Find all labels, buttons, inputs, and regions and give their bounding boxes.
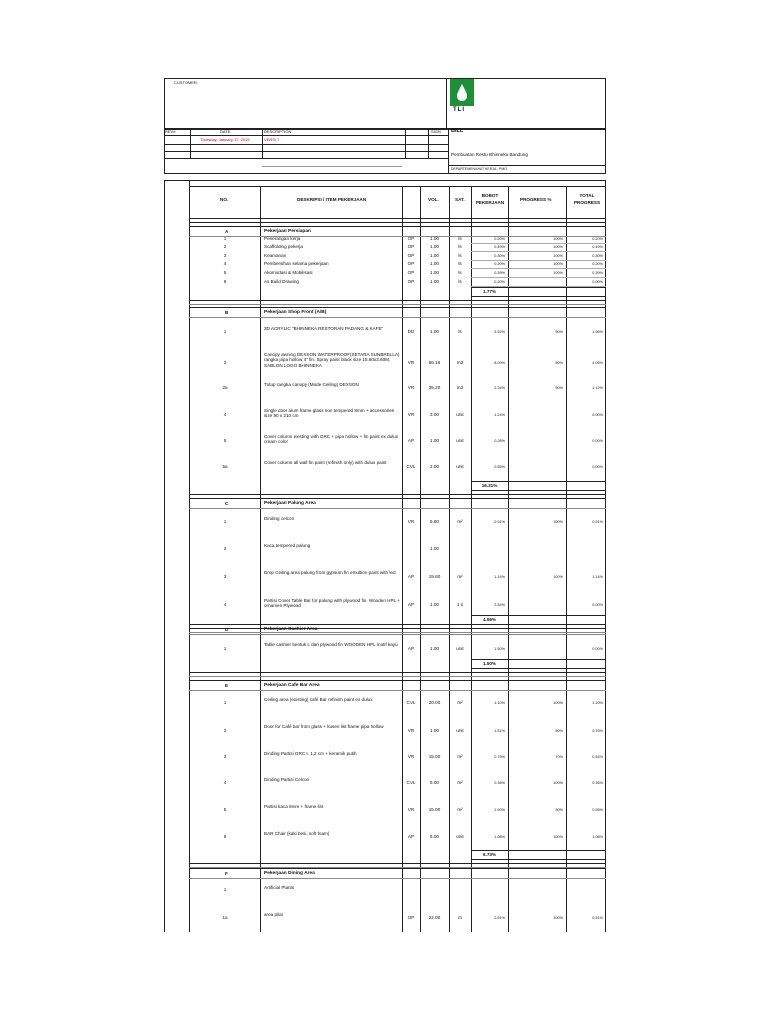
item-no: 6 [223,279,227,284]
item-no: 1 [223,236,227,241]
col-progress-header: PROGRESS % [520,197,552,202]
item-total-progress: 0.54% [592,754,603,759]
item-no: 5 [223,438,227,443]
section-subtotal: 1.77% [482,289,497,294]
item-progress: 100% [553,236,563,241]
section-code: C [225,501,229,506]
item-total-progress: 0.00% [592,646,603,651]
item-progress: 50% [555,807,563,812]
item-unit: m² [457,780,463,785]
item-total-progress: 0.00% [592,412,603,417]
item-bobot: 0.36% [494,780,505,785]
item-description: Ceiling area (existing) café Bar refinish paint ex dulux [264,697,373,702]
section-code: F [225,871,228,876]
item-unit-code: VR [407,412,415,417]
item-total-progress: 0.00% [592,279,603,284]
item-no: 5 [223,807,227,812]
item-progress: 100% [553,700,563,705]
item-total-progress: 0.49% [592,244,603,249]
item-unit-code: OP [407,236,415,241]
item-unit-code: OP [407,261,415,266]
item-progress: 100% [553,519,563,524]
item-bobot: 0.20% [494,261,505,266]
section-subtotal: 6.73% [482,852,497,857]
item-total-progress: 0.39% [592,270,603,275]
item-progress: 100% [553,574,563,579]
item-unit-code: CVL [406,464,416,469]
date-label: DATE [220,129,231,134]
item-unit-code: OP [407,279,415,284]
item-volume: 3.00 [430,412,439,417]
item-bobot: 0.49% [494,244,505,249]
item-bobot: 0.39% [494,270,505,275]
item-total-progress: 1.08% [592,834,603,839]
item-total-progress: 0.36% [592,780,603,785]
customer-label: CUSTOMER: [174,80,198,85]
item-description: Dinding celcon [264,516,295,521]
item-volume: 1.00 [430,329,439,334]
item-unit-code: VR [407,807,415,812]
item-unit-code: AP [407,602,415,607]
item-total-progress: 0.76% [592,728,603,733]
item-unit-code: AP [407,438,415,443]
item-no: 4 [223,602,227,607]
description-value: VERSI 7 [264,137,280,142]
item-volume: 1.00 [430,728,439,733]
item-volume: 1.00 [430,646,439,651]
item-total-progress: 0.30% [592,253,603,258]
section-title: Pekerjaan Cashier Area [264,627,318,632]
item-volume: 1.00 [430,279,439,284]
item-description: Kaca tempered palung [264,543,311,548]
item-unit: m² [457,519,463,524]
logo-text: TLI [453,107,465,113]
item-unit: ls [458,253,462,258]
item-unit: ls [458,270,462,275]
item-total-progress: 0.91% [592,519,603,524]
item-description: Cover column all wall fin paint (refinish only) with dulux paint [264,460,387,465]
item-volume: 1.00 [430,261,439,266]
item-bobot: 0.55% [494,464,505,469]
item-unit: ls [458,244,462,249]
item-no: 3 [223,574,227,579]
item-unit-code: OP [407,270,415,275]
item-description: Keamanan [264,253,287,258]
item-unit: m² [457,700,463,705]
section-subtotal: 1.50% [482,661,497,666]
item-total-progress: 1.96% [592,329,603,334]
item-bobot: 0.51% [494,915,505,920]
item-volume: 15.00 [428,754,441,759]
item-unit: unit [456,728,464,733]
sign-label: SIGN [431,129,441,134]
item-volume: 19.80 [428,574,441,579]
item-progress: 100% [553,261,563,266]
item-bobot: 1.14% [494,574,505,579]
item-no: 4 [223,261,227,266]
item-progress: 50% [555,728,563,733]
col-sat-header: SAT. [455,197,465,202]
item-unit: ls [458,279,462,284]
col-vol-header: VOL. [428,197,439,202]
item-unit: m [458,915,462,920]
item-volume: 1.00 [430,236,439,241]
item-no: 6 [223,834,227,839]
item-description: Scaffolding pekerja [264,244,303,249]
item-unit-code: VR [407,385,415,390]
item-description: Pembersihan selama pekerjaan [264,261,329,266]
item-no: 1a [222,915,228,920]
item-total-progress: 4.05% [592,360,603,365]
item-progress: 50% [555,360,563,365]
item-volume: 1.00 [430,253,439,258]
section-title: Pekerjaan Shop Front (A/B) [264,310,327,315]
item-total-progress: 1.12% [592,385,603,390]
project-title: Pembuatan Resto Bhinneka Bandung [451,152,528,157]
item-description: Partisi kaca 8mm + frame list [264,804,324,809]
item-description: Tutup rangka canopy (Mode Ceiling) DEXSON [264,382,359,387]
item-no: 1 [223,329,227,334]
item-progress: 100% [553,834,563,839]
item-total-progress: 1.10% [592,700,603,705]
section-code: E [225,683,229,688]
item-no: 4 [223,412,227,417]
item-unit: ls [458,236,462,241]
item-total-progress: 0.00% [592,464,603,469]
item-volume: 6.00 [430,834,439,839]
item-progress: 100% [553,244,563,249]
item-progress: 70% [555,754,563,759]
item-unit: ls [458,261,462,266]
item-volume: 1.00 [430,270,439,275]
item-description: Door for Café bar from glass + kusen list frame pipa hollow [264,724,384,729]
item-description: Dinding Partisi Celcon [264,777,310,782]
item-volume: 2.00 [430,464,439,469]
item-unit: unit [456,646,464,651]
item-bobot: 0.91% [494,519,505,524]
item-no: 2 [223,546,227,551]
item-volume: 1.00 [430,244,439,249]
section-title: Pekerjaan Dining Area [264,871,315,876]
item-unit: ls [458,329,462,334]
item-volume: 20.00 [428,700,441,705]
item-total-progress: 0.00% [592,602,603,607]
item-progress: 100% [553,270,563,275]
item-no: 2a [222,385,228,390]
item-description: area pilar [264,912,284,917]
item-progress: 100% [553,780,563,785]
section-title: Pekerjaan Palung Area [264,501,316,506]
item-bobot: 1.51% [494,728,505,733]
item-no: 2 [223,360,227,365]
item-volume: 22.00 [428,915,441,920]
section-code: B [225,310,229,315]
item-total-progress: 0.95% [592,807,603,812]
item-bobot: 1.24% [494,412,505,417]
col-total-header: TOTAL PROGRESS [573,193,601,205]
item-unit-code: CVL [406,780,416,785]
item-unit-code: VR [407,360,415,365]
description-label: DESCRIPTION [264,129,292,134]
item-progress: 100% [553,915,563,920]
item-unit-code: CVL [406,700,416,705]
item-unit: m² [457,574,463,579]
item-description: Drop Ceiling area palung from gypsum fin emultion paint with led [264,570,396,575]
item-unit: unit [456,834,464,839]
section-subtotal: 16.31% [481,483,498,488]
item-bobot: 0.76% [494,754,505,759]
item-progress: 50% [555,385,563,390]
item-unit: m² [457,807,463,812]
item-bobot: 1.90% [494,807,505,812]
section-title: Pekerjaan Cafe Bar Area [264,683,320,688]
item-no: 3 [223,253,227,258]
item-bobot: 0.30% [494,253,505,258]
item-description: BAR Chair (kaki besi, soft foam) [264,831,330,836]
item-unit: m2 [456,385,464,390]
item-unit: unit [456,464,464,469]
item-volume: 15.00 [428,807,441,812]
item-unit-code: OP [407,244,415,249]
item-unit: 1 s [456,602,464,607]
item-description: Artificial Plants [264,885,295,890]
item-no: 4 [223,780,227,785]
item-total-progress: 0.20% [592,261,603,266]
item-volume: 1.00 [430,602,439,607]
item-volume: 56.16 [428,360,441,365]
col-bobot-header: BOBOT PEKERJAAN [475,193,505,205]
item-unit-code: VR [407,728,415,733]
section-subtotal: 4.59% [482,617,497,622]
item-no: 2 [223,728,227,733]
item-description: Penerangan kerja [264,236,301,241]
item-unit-code: AP [407,646,415,651]
item-volume: 6.60 [430,519,439,524]
item-bobot: 0.20% [494,279,505,284]
item-total-progress: 0.00% [592,438,603,443]
item-volume: 6.00 [430,780,439,785]
item-no: 2 [223,244,227,249]
rev-label: REV# [165,129,176,134]
item-total-progress: 0.20% [592,236,603,241]
item-total-progress: 0.51% [592,915,603,920]
item-bobot: 2.24% [494,385,505,390]
item-unit: unit [456,438,464,443]
item-unit-code: AP [407,834,415,839]
item-total-progress: 1.14% [592,574,603,579]
item-unit-code: VR [407,519,415,524]
item-unit-code: DD [407,329,415,334]
item-description: Cover column existing with GRC + pipa hollow + fin paint ex dulux cream color [264,434,399,445]
item-description: Akomodasi & Mobilisasi [264,270,313,275]
department-line: DEPARTEMEN/UNIT KERJA : PMO [451,167,508,171]
col-desc-header: DESKRIPSI / ITEM PEKERJAAN [297,197,367,202]
item-unit-code: VR [407,754,415,759]
item-bobot: 2.54% [494,602,505,607]
item-bobot: 8.09% [494,360,505,365]
date-value: Thursday, January 17, 2019 [200,137,250,142]
item-unit-code: OP [407,915,415,920]
section-title: Pekerjaan Persiapan [264,229,311,234]
item-bobot: 3.92% [494,329,505,334]
item-no: 5 [223,270,227,275]
item-progress: 100% [553,253,563,258]
item-unit: m² [457,754,463,759]
item-bobot: 0.28% [494,438,505,443]
item-description: Dinding Partisi GRC t. 1,2 cm + keramik putih [264,751,357,756]
section-code: A [225,229,229,234]
item-unit-code: OP [407,253,415,258]
item-no: 3 [223,754,227,759]
item-description: Single door alum frame glass non tempered 8mm + accessories size 90 x 210 cm [264,408,395,419]
item-description: Partisi Cover Table Bar for palung with plywood fin. Wooden HPL + ornamen Plywood [264,598,400,609]
item-unit-code: AP [407,574,415,579]
item-bobot: 1.08% [494,834,505,839]
item-volume: 1.00 [430,546,439,551]
item-volume: 1.00 [430,438,439,443]
item-description: 3D ACRYLIC "BHINNEKA RESTORAN PADANG & KAFE" [264,326,384,331]
item-unit: unit [456,412,464,417]
bill-label: BILL [451,128,464,134]
item-progress: 50% [555,329,563,334]
item-no: 1 [223,887,227,892]
item-bobot: 1.10% [494,700,505,705]
item-volume: 35.20 [428,385,441,390]
item-no: 1 [223,700,227,705]
item-description: Canopy awning DEXSON WATERPROOF(SETARA SUNBRELLA) rangka pipa hollow 4" fin. Spray paint black size 15.60x3.60M, SABLON LOGO BHINNEKA [264,352,400,368]
item-description: Table cashier bentuk L dari plywood fin WOODEN HPL motif kayu [264,642,398,647]
item-bobot: 0.20% [494,236,505,241]
col-no-header: NO. [220,197,229,202]
item-no: 5a [222,464,228,469]
item-bobot: 1.50% [494,646,505,651]
item-no: 1 [223,519,227,524]
item-description: As Build Drawing [264,279,299,284]
item-unit: m2 [456,360,464,365]
section-code: D [225,627,229,632]
item-no: 1 [223,646,227,651]
